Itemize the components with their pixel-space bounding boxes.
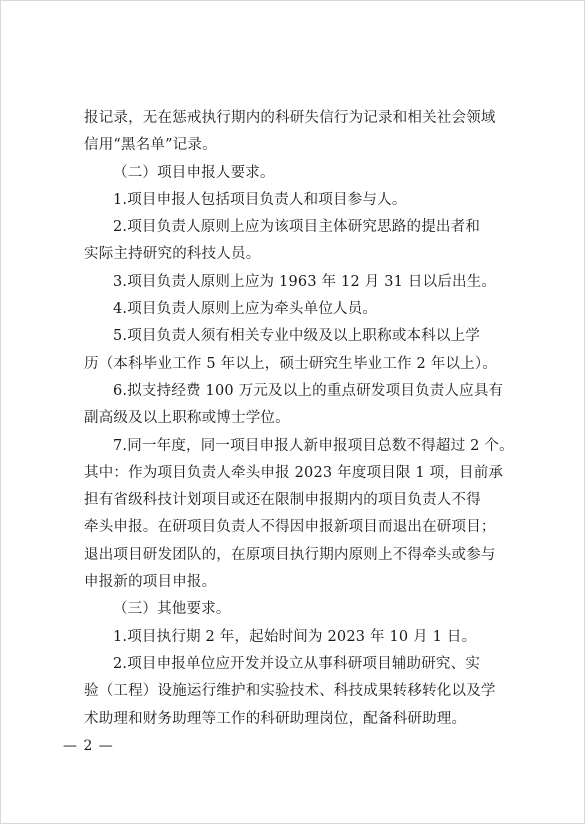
- text-line: （二）项目申报人要求。: [113, 164, 275, 181]
- text-line: 2.项目负责人原则上应为该项目主体研究思路的提出者和: [113, 219, 481, 236]
- text-line: 历（本科毕业工作 5 年以上，硕士研究生毕业工作 2 年以上）。: [84, 355, 498, 372]
- text-line: 其中：作为项目负责人牵头申报 2023 年度项目限 1 项，目前承: [84, 464, 504, 481]
- text-line: 担有省级科技计划项目或还在限制申报期内的项目负责人不得: [84, 492, 481, 509]
- text-line: 申报新的项目申报。: [84, 574, 217, 591]
- text-line: 副高级及以上职称或博士学位。: [84, 410, 290, 427]
- text-line: 术助理和财务助理等工作的科研助理岗位，配备科研助理。: [84, 710, 467, 727]
- text-line: 牵头申报。在研项目负责人不得因申报新项目而退出在研项目；: [84, 519, 496, 536]
- text-line: 信用“黑名单”记录。: [84, 137, 217, 154]
- text-line: 6.拟支持经费 100 万元及以上的重点研发项目负责人应具有: [113, 382, 504, 399]
- body-text: [84, 105, 514, 733]
- page-number: — 2 —: [63, 738, 114, 754]
- text-line: 实际主持研究的科技人员。: [84, 246, 261, 263]
- text-line: （三）其他要求。: [113, 601, 231, 618]
- text-line: 1.项目申报人包括项目负责人和项目参与人。: [113, 191, 407, 208]
- text-line: 2.项目申报单位应开发并设立从事科研项目辅助研究、实: [113, 655, 481, 672]
- text-line: 报记录，无在惩戒执行期内的科研失信行为记录和相关社会领域: [84, 110, 496, 126]
- text-line: 验（工程）设施运行维护和实验技术、科技成果转移转化以及学: [84, 683, 496, 700]
- text-line: 7.同一年度，同一项目申报人新申报项目总数不得超过 2 个。: [113, 437, 514, 454]
- text-line: 5.项目负责人须有相关专业中级及以上职称或本科以上学: [113, 328, 481, 345]
- text-line: 1.项目执行期 2 年，起始时间为 2023 年 10 月 1 日。: [113, 628, 477, 645]
- text-line: 3.项目负责人原则上应为 1963 年 12 月 31 日以后出生。: [113, 273, 497, 290]
- text-line: 4.项目负责人原则上应为牵头单位人员。: [113, 301, 378, 318]
- text-line: 退出项目研发团队的，在原项目执行期内原则上不得牵头或参与: [84, 546, 496, 563]
